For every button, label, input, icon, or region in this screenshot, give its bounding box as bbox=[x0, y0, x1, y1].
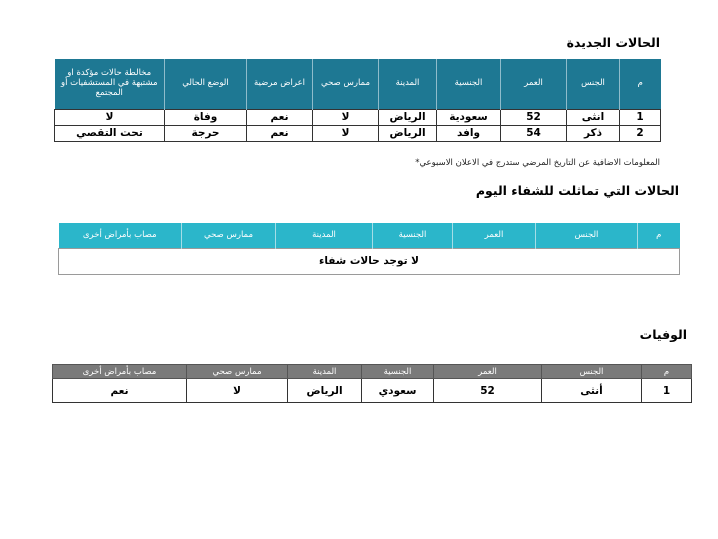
table-cell: وفاة bbox=[165, 109, 247, 125]
column-header: مصاب بأمراض أخرى bbox=[59, 223, 182, 248]
table-cell: لا bbox=[55, 109, 165, 125]
column-header: ممارس صحي bbox=[187, 365, 288, 379]
table-cell: نعم bbox=[247, 109, 313, 125]
table-cell: 1 bbox=[642, 379, 692, 403]
table-cell: وافد bbox=[437, 125, 501, 141]
table-header-row bbox=[59, 223, 680, 248]
column-header: العمر bbox=[501, 59, 567, 109]
column-header: م bbox=[620, 59, 661, 109]
table-cell: 2 bbox=[620, 125, 661, 141]
column-header: الجنسية bbox=[373, 223, 453, 248]
recovered-table bbox=[58, 223, 680, 275]
column-header: الجنسية bbox=[437, 59, 501, 109]
column-header: الوضع الحالي bbox=[165, 59, 247, 109]
table-row bbox=[55, 109, 661, 125]
table-cell: نعم bbox=[247, 125, 313, 141]
column-header: الجنس bbox=[536, 223, 638, 248]
column-header: المدينة bbox=[379, 59, 437, 109]
footnote: المعلومات الاضافية عن التاريخ المرضي ستدرج في الاعلان الاسبوعي* bbox=[415, 158, 660, 168]
column-header: اعراض مرضية bbox=[247, 59, 313, 109]
empty-message: لا توجد حالات شفاء bbox=[59, 248, 680, 274]
deaths-table bbox=[52, 364, 692, 403]
table-cell: نعم bbox=[53, 379, 187, 403]
table-cell: الرياض bbox=[379, 109, 437, 125]
table-cell: 54 bbox=[501, 125, 567, 141]
column-header: المدينة bbox=[288, 365, 362, 379]
table-header-row bbox=[53, 365, 692, 379]
table-cell: ذكر bbox=[567, 125, 620, 141]
column-header: الجنسية bbox=[362, 365, 434, 379]
table-cell: سعودية bbox=[437, 109, 501, 125]
column-header: مصاب بأمراض أخرى bbox=[53, 365, 187, 379]
table-cell: أنثى bbox=[542, 379, 642, 403]
column-header: م bbox=[642, 365, 692, 379]
column-header: ممارس صحي bbox=[182, 223, 276, 248]
table-cell: 52 bbox=[434, 379, 542, 403]
table-cell: 52 bbox=[501, 109, 567, 125]
recovered-title: الحالات التي تماثلت للشفاء اليوم bbox=[475, 183, 679, 198]
new-cases-title: الحالات الجديدة bbox=[566, 35, 660, 50]
table-cell: لا bbox=[313, 109, 379, 125]
table-cell: انثى bbox=[567, 109, 620, 125]
column-header: مخالطة حالات مؤكدة او مشتبهة في المستشفيات أو المجتمع bbox=[55, 59, 165, 109]
table-row bbox=[55, 125, 661, 141]
column-header: الجنس bbox=[567, 59, 620, 109]
table-cell: سعودي bbox=[362, 379, 434, 403]
table-row bbox=[53, 379, 692, 403]
column-header: الجنس bbox=[542, 365, 642, 379]
column-header: العمر bbox=[453, 223, 536, 248]
table-cell: 1 bbox=[620, 109, 661, 125]
column-header: العمر bbox=[434, 365, 542, 379]
table-cell: الرياض bbox=[379, 125, 437, 141]
table-cell: حرجة bbox=[165, 125, 247, 141]
table-row bbox=[59, 248, 680, 274]
deaths-title: الوفيات bbox=[639, 327, 687, 342]
column-header: المدينة bbox=[276, 223, 373, 248]
column-header: ممارس صحي bbox=[313, 59, 379, 109]
table-header-row bbox=[55, 59, 661, 109]
column-header: م bbox=[638, 223, 680, 248]
table-cell: لا bbox=[187, 379, 288, 403]
new-cases-table bbox=[54, 59, 661, 142]
table-cell: لا bbox=[313, 125, 379, 141]
table-cell: تحت التقصي bbox=[55, 125, 165, 141]
table-cell: الرياض bbox=[288, 379, 362, 403]
